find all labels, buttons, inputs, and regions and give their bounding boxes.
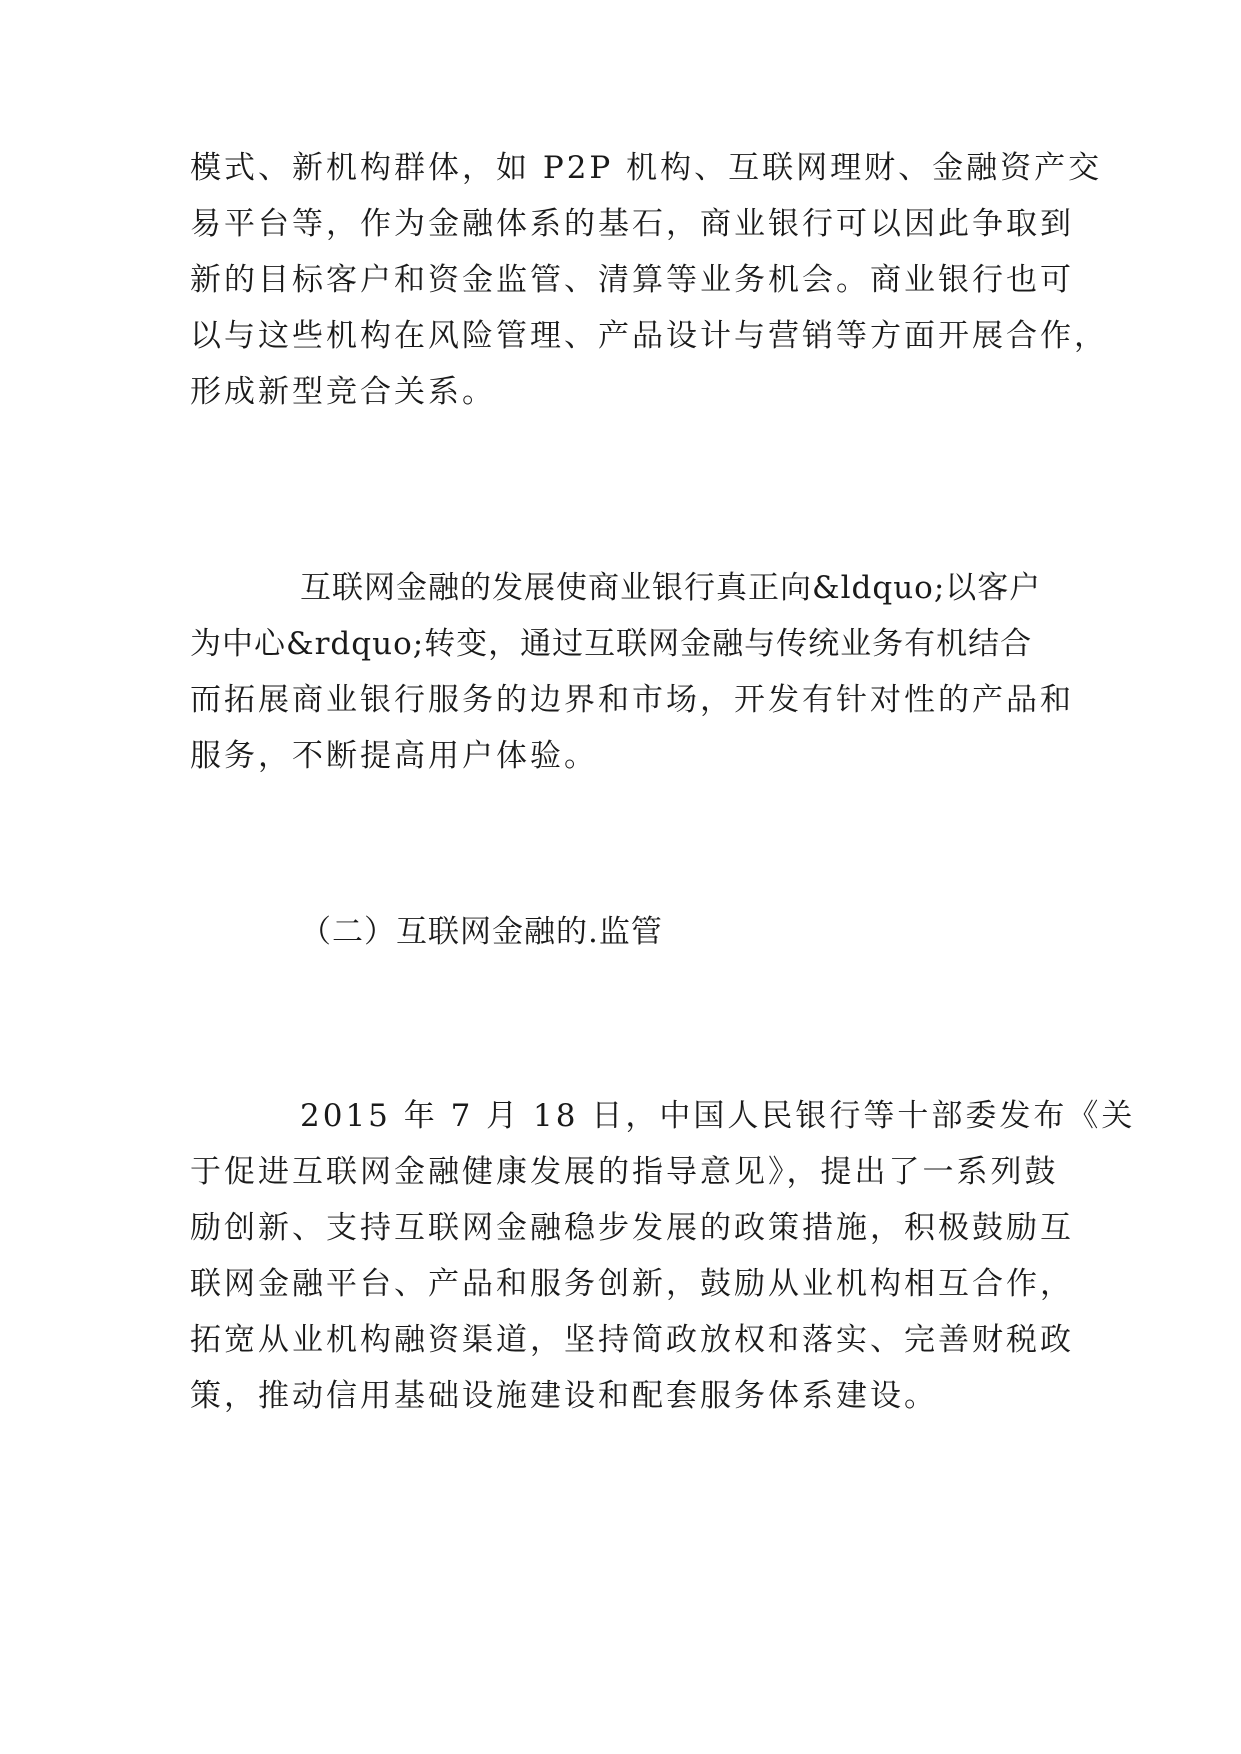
paragraph-line: 互联网金融的发展使商业银行真正向&ldquo;以客户 xyxy=(300,570,1042,606)
paragraph-line: 策，推动信用基础设施建设和配套服务体系建设。 xyxy=(190,1378,938,1414)
paragraph-line: 易平台等，作为金融体系的基石，商业银行可以因此争取到 xyxy=(190,206,1074,242)
paragraph-line: 2015 年 7 月 18 日，中国人民银行等十部委发布《关 xyxy=(300,1098,1136,1134)
paragraph-line: 励创新、支持互联网金融稳步发展的政策措施，积极鼓励互 xyxy=(190,1210,1074,1246)
paragraph-line: 新的目标客户和资金监管、清算等业务机会。商业银行也可 xyxy=(190,262,1074,298)
paragraph-line: 形成新型竞合关系。 xyxy=(190,374,496,410)
paragraph-line: 为中心&rdquo;转变，通过互联网金融与传统业务有机结合 xyxy=(190,626,1033,662)
section-heading: （二）互联网金融的.监管 xyxy=(300,914,663,950)
paragraph-line: 联网金融平台、产品和服务创新，鼓励从业机构相互合作， xyxy=(190,1266,1074,1302)
paragraph-line: 模式、新机构群体，如 P2P 机构、互联网理财、金融资产交 xyxy=(190,150,1103,186)
paragraph-line: 以与这些机构在风险管理、产品设计与营销等方面开展合作， xyxy=(190,318,1108,354)
paragraph-line: 服务，不断提高用户体验。 xyxy=(190,738,598,774)
paragraph-line: 拓宽从业机构融资渠道，坚持简政放权和落实、完善财税政 xyxy=(190,1322,1074,1358)
paragraph-line: 而拓展商业银行服务的边界和市场，开发有针对性的产品和 xyxy=(190,682,1074,718)
paragraph-line: 于促进互联网金融健康发展的指导意见》，提出了一系列鼓 xyxy=(190,1154,1059,1190)
